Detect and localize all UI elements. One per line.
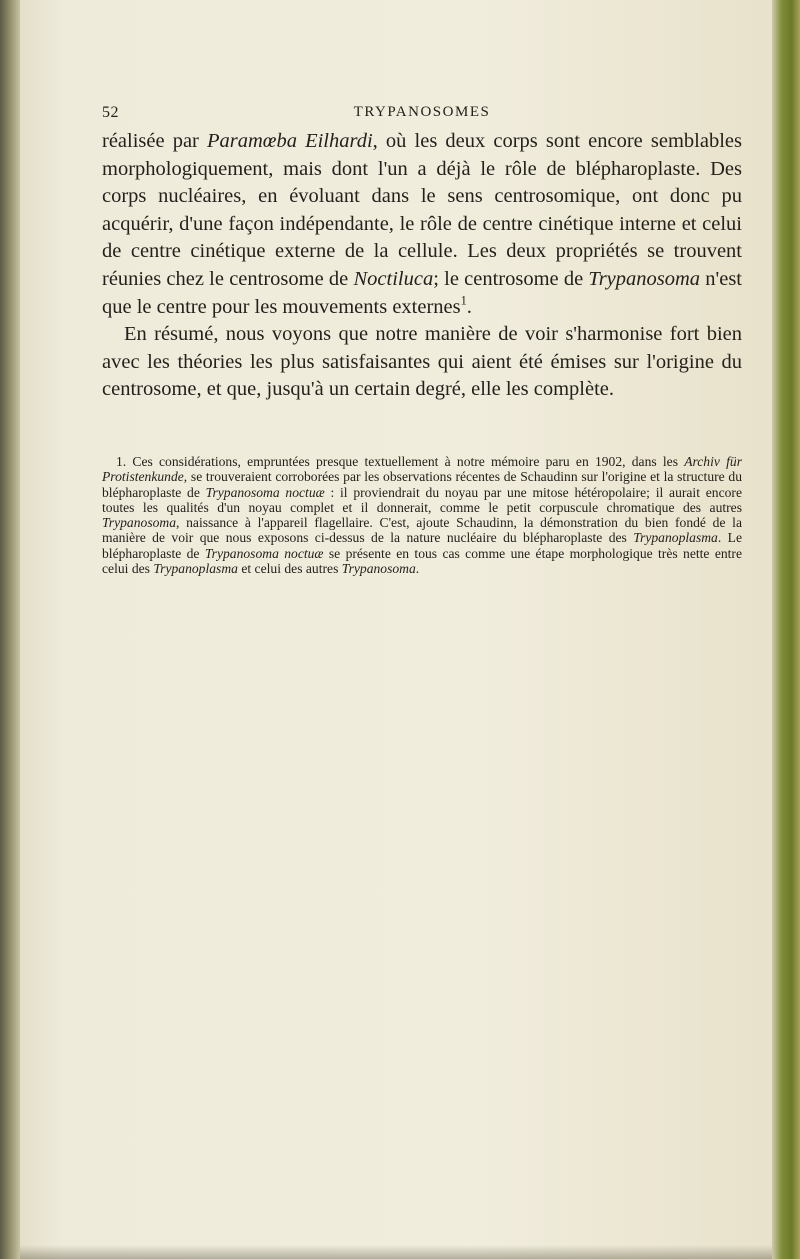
book-spine-edge xyxy=(772,0,800,1259)
paragraph-2: En résumé, nous voyons que notre manière de voir s'harmonise fort bien avec les théories les plus satisfaisantes qui aient été émises sur l'origine du centrosome, et que, jusqu'à un certain degré, elle les complète. xyxy=(102,323,742,401)
text-run: , naissance à l'appareil flagellaire. C'est, ajoute Schaudinn, la démonstration du bien fondé de la manière de voir que nous exposons ci-dessus de la nature nucléaire du blépharoplaste des xyxy=(102,515,742,546)
running-title: TRYPANOSOMES xyxy=(353,104,491,120)
scan-left-edge xyxy=(0,0,20,1259)
main-text xyxy=(102,128,742,404)
text-run: . xyxy=(466,295,472,318)
taxon-name: Trypanosoma xyxy=(102,515,177,531)
page-number: 52 xyxy=(102,104,119,121)
taxon-name: Trypanosoma xyxy=(588,267,701,290)
text-run: ; le centrosome de xyxy=(433,267,589,290)
text-run: . Le blépharoplaste de xyxy=(102,530,742,561)
footnote-1 xyxy=(102,454,742,576)
taxon-name: Noctiluca xyxy=(353,267,434,290)
paragraph-1 xyxy=(102,128,742,321)
taxon-name: Trypanoplasma xyxy=(633,530,718,546)
text-run: n'est que le centre pour les mouvements externes xyxy=(102,267,742,318)
text-run: et celui des autres xyxy=(237,561,342,577)
taxon-name: Paramœba Eilhardi xyxy=(207,130,373,152)
text-run: . xyxy=(415,561,420,577)
taxon-name: Trypanoplasma xyxy=(153,561,238,577)
text-run: , où les deux corps sont encore semblables morphologiquement, mais dont l'un a déjà le rôle de blépharoplaste. Des corps nucléaires, en évoluant dans le sens centrosomique, ont donc pu acquérir, d'une façon indépendante, le rôle de centre cinétique interne et celui de centre cinétique externe de la cellule. Les deux propriétés se trouvent réunies chez le centrosome de xyxy=(102,130,742,290)
taxon-name: Trypanosoma noctuæ xyxy=(205,484,325,500)
text-run: , se trouveraient corroborées par les observations récentes de Schaudinn sur l'origine et la structure du blépharoplaste de xyxy=(102,469,742,500)
running-header xyxy=(102,104,742,124)
taxon-name: Trypanosoma noctuæ xyxy=(204,545,324,561)
footnote-marker: 1 xyxy=(460,292,467,307)
text-run: 1. Ces considérations, empruntées presque textuellement à notre mémoire paru en 1902, dans les xyxy=(116,454,685,469)
bottom-shadow xyxy=(20,1245,772,1259)
text-run: réalisée par xyxy=(102,130,207,152)
taxon-name: Trypanosoma xyxy=(341,561,416,577)
text-run: se présente en tous cas comme une étape morphologique très nette entre celui des xyxy=(102,545,742,577)
journal-title: Archiv für Protistenkunde xyxy=(102,454,742,485)
text-run: : il proviendrait du noyau par une mitose hétéropolaire; il aurait encore toutes les qualités d'un noyau complet et il donnerait, comme le petit corpuscule chromatique des autres xyxy=(102,484,742,515)
